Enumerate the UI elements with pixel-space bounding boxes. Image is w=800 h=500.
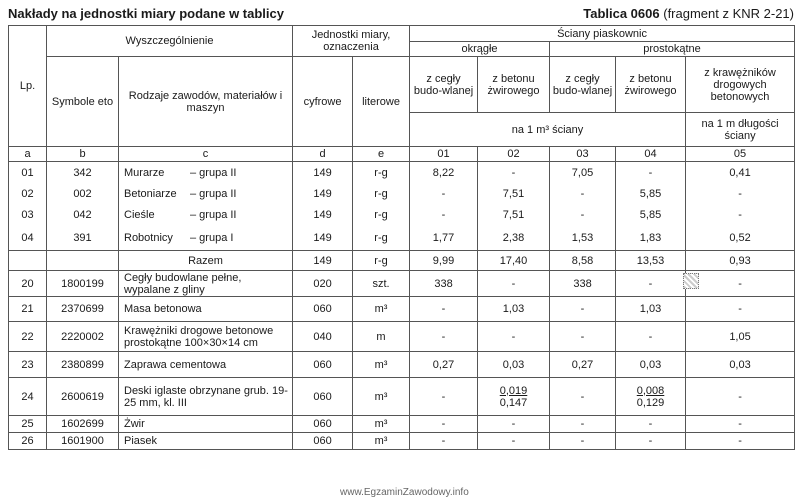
row-symbol: 2220002 bbox=[47, 322, 119, 352]
row-v2: 1,03 bbox=[478, 297, 550, 322]
row-cyf: 060 bbox=[293, 433, 353, 450]
row-v4 bbox=[616, 378, 686, 416]
trade-group: – grupa II bbox=[190, 188, 237, 200]
table-row bbox=[9, 271, 795, 297]
row-name bbox=[119, 184, 293, 205]
row-v4: - bbox=[616, 433, 686, 450]
row-lp: 26 bbox=[9, 433, 47, 450]
row-v3: - bbox=[550, 205, 616, 226]
row-symbol: 1601900 bbox=[47, 433, 119, 450]
row-v5: - bbox=[686, 297, 795, 322]
row-lp: 25 bbox=[9, 416, 47, 433]
row-lit: m³ bbox=[353, 352, 410, 378]
trade-name: Murarze bbox=[124, 166, 165, 179]
row-lp: 22 bbox=[9, 322, 47, 352]
table-row bbox=[9, 226, 795, 251]
razem-cyfrowe: 149 bbox=[293, 251, 353, 271]
row-lp: 01 bbox=[9, 162, 47, 184]
row-cyf: 020 bbox=[293, 271, 353, 297]
row-lit: szt. bbox=[353, 271, 410, 297]
row-lit: m³ bbox=[353, 433, 410, 450]
row-symbol: 1800199 bbox=[47, 271, 119, 297]
razem-value: 13,53 bbox=[616, 251, 686, 271]
row-symbol: 2380899 bbox=[47, 352, 119, 378]
value-top: 0,008 bbox=[636, 384, 665, 397]
row-v4: 1,03 bbox=[616, 297, 686, 322]
row-v2: - bbox=[478, 322, 550, 352]
trade-group: – grupa II bbox=[190, 209, 237, 221]
row-lp: 03 bbox=[9, 205, 47, 226]
row-name: Zaprawa cementowa bbox=[119, 352, 293, 378]
row-cyf: 060 bbox=[293, 297, 353, 322]
page-title: Nakłady na jednostki miary podane w tablicy bbox=[8, 6, 284, 21]
razem-row bbox=[9, 251, 795, 271]
row-lit: r-g bbox=[353, 205, 410, 226]
row-cyf: 149 bbox=[293, 205, 353, 226]
row-v3: 7,05 bbox=[550, 162, 616, 184]
row-lp: 24 bbox=[9, 378, 47, 416]
row-cyf: 060 bbox=[293, 352, 353, 378]
trade-name: Betoniarze bbox=[124, 188, 177, 200]
row-v4: 1,83 bbox=[616, 226, 686, 251]
table-row bbox=[9, 352, 795, 378]
row-symbol: 391 bbox=[47, 226, 119, 251]
value-top: 0,019 bbox=[499, 384, 528, 397]
header-jednostki: Jednostki miary, oznaczenia bbox=[293, 26, 410, 57]
header-lp: Lp. bbox=[9, 26, 47, 147]
row-v4: 5,85 bbox=[616, 205, 686, 226]
row-name: Piasek bbox=[119, 433, 293, 450]
row-v2 bbox=[478, 378, 550, 416]
row-symbol: 342 bbox=[47, 162, 119, 184]
row-v1: 338 bbox=[410, 271, 478, 297]
trade-group: – grupa I bbox=[190, 231, 234, 244]
row-lit: m³ bbox=[353, 416, 410, 433]
row-v5: - bbox=[686, 378, 795, 416]
table-row bbox=[9, 205, 795, 226]
header-col-04: z betonu żwirowego bbox=[616, 57, 686, 113]
row-lit: r-g bbox=[353, 162, 410, 184]
index-cell: d bbox=[293, 147, 353, 162]
index-cell: b bbox=[47, 147, 119, 162]
row-name: Żwir bbox=[119, 416, 293, 433]
row-v5: 1,05 bbox=[686, 322, 795, 352]
razem-value: 8,58 bbox=[550, 251, 616, 271]
razem-literowe: r-g bbox=[353, 251, 410, 271]
row-lit: m³ bbox=[353, 297, 410, 322]
row-symbol: 2600619 bbox=[47, 378, 119, 416]
row-name bbox=[119, 226, 293, 251]
header-literowe: literowe bbox=[353, 57, 410, 147]
row-lp: 23 bbox=[9, 352, 47, 378]
row-cyf: 060 bbox=[293, 378, 353, 416]
row-cyf: 149 bbox=[293, 162, 353, 184]
index-row bbox=[9, 147, 795, 162]
row-v1: - bbox=[410, 205, 478, 226]
tablica-label: Tablica 0606 bbox=[583, 6, 660, 21]
row-lp: 04 bbox=[9, 226, 47, 251]
table-row bbox=[9, 322, 795, 352]
header-wyszczegolnienie: Wyszczególnienie bbox=[47, 26, 293, 57]
row-v2: 7,51 bbox=[478, 184, 550, 205]
header-col-05: z krawężników drogowych betonowych bbox=[686, 57, 795, 113]
header-col-01: z cegły budo-wlanej bbox=[410, 57, 478, 113]
header-okragle: okrągłe bbox=[410, 42, 550, 57]
table-row bbox=[9, 416, 795, 433]
index-cell: 05 bbox=[686, 147, 795, 162]
row-cyf: 040 bbox=[293, 322, 353, 352]
row-v1: - bbox=[410, 322, 478, 352]
table-row bbox=[9, 297, 795, 322]
index-cell: c bbox=[119, 147, 293, 162]
row-symbol: 002 bbox=[47, 184, 119, 205]
row-lp: 20 bbox=[9, 271, 47, 297]
row-v1: 1,77 bbox=[410, 226, 478, 251]
row-name bbox=[119, 162, 293, 184]
razem-value: 9,99 bbox=[410, 251, 478, 271]
row-name: Deski iglaste obrzynane grub. 19-25 mm, kl. III bbox=[119, 378, 293, 416]
row-lp: 21 bbox=[9, 297, 47, 322]
razem-label: Razem bbox=[119, 251, 293, 271]
row-v2: - bbox=[478, 271, 550, 297]
row-v2: - bbox=[478, 433, 550, 450]
header-col-02: z betonu żwirowego bbox=[478, 57, 550, 113]
watermark: www.EgzaminZawodowy.info bbox=[340, 487, 469, 498]
index-cell: 02 bbox=[478, 147, 550, 162]
row-v5: - bbox=[686, 416, 795, 433]
row-cyf: 060 bbox=[293, 416, 353, 433]
header-rodzaje: Rodzaje zawodów, materiałów i maszyn bbox=[119, 57, 293, 147]
index-cell: e bbox=[353, 147, 410, 162]
table-row bbox=[9, 184, 795, 205]
row-v1: - bbox=[410, 433, 478, 450]
table-row bbox=[9, 162, 795, 184]
value-bottom: 0,147 bbox=[499, 396, 528, 409]
row-name: Cegły budowlane pełne, wypalane z gliny bbox=[119, 271, 293, 297]
header-col-03: z cegły budo-wlanej bbox=[550, 57, 616, 113]
index-cell: a bbox=[9, 147, 47, 162]
row-name: Krawężniki drogowe betonowe prostokątne 100×30×14 cm bbox=[119, 322, 293, 352]
row-v5: - bbox=[686, 433, 795, 450]
row-name: Masa betonowa bbox=[119, 297, 293, 322]
index-cell: 03 bbox=[550, 147, 616, 162]
row-lit: m³ bbox=[353, 378, 410, 416]
header-na-1m3: na 1 m³ ściany bbox=[410, 113, 686, 147]
row-v4: - bbox=[616, 322, 686, 352]
tablica-note: (fragment z KNR 2-21) bbox=[663, 6, 794, 21]
row-symbol: 2370699 bbox=[47, 297, 119, 322]
row-v5: - bbox=[686, 271, 795, 297]
row-v1: 8,22 bbox=[410, 162, 478, 184]
row-v3: - bbox=[550, 416, 616, 433]
row-v4: - bbox=[616, 162, 686, 184]
row-v4: - bbox=[616, 271, 686, 297]
row-cyf: 149 bbox=[293, 226, 353, 251]
table-row bbox=[9, 378, 795, 416]
index-cell: 01 bbox=[410, 147, 478, 162]
row-v2: 2,38 bbox=[478, 226, 550, 251]
row-lit: r-g bbox=[353, 226, 410, 251]
row-v2: 0,03 bbox=[478, 352, 550, 378]
row-v3: - bbox=[550, 378, 616, 416]
header-cyfrowe: cyfrowe bbox=[293, 57, 353, 147]
value-bottom: 0,129 bbox=[636, 396, 665, 409]
row-v2: 7,51 bbox=[478, 205, 550, 226]
row-v2: - bbox=[478, 162, 550, 184]
knr-table bbox=[8, 25, 795, 450]
row-v1: - bbox=[410, 297, 478, 322]
trade-name: Robotnicy bbox=[124, 231, 173, 244]
row-v3: 338 bbox=[550, 271, 616, 297]
header-na-1m: na 1 m długości ściany bbox=[686, 113, 795, 147]
row-v1: - bbox=[410, 378, 478, 416]
row-v3: 0,27 bbox=[550, 352, 616, 378]
row-v1: - bbox=[410, 416, 478, 433]
row-cyf: 149 bbox=[293, 184, 353, 205]
row-symbol: 1602699 bbox=[47, 416, 119, 433]
trade-name: Cieśle bbox=[124, 209, 155, 221]
header-prostokatne: prostokątne bbox=[550, 42, 795, 57]
header-symbole: Symbole eto bbox=[47, 57, 119, 147]
table-reference bbox=[583, 6, 794, 21]
row-v3: - bbox=[550, 433, 616, 450]
header-sciany: Ściany piaskownic bbox=[410, 26, 795, 42]
row-v4: - bbox=[616, 416, 686, 433]
row-v3: - bbox=[550, 297, 616, 322]
trade-group: – grupa II bbox=[190, 166, 237, 179]
row-v1: 0,27 bbox=[410, 352, 478, 378]
row-v5: 0,03 bbox=[686, 352, 795, 378]
row-v1: - bbox=[410, 184, 478, 205]
row-name bbox=[119, 205, 293, 226]
row-v2: - bbox=[478, 416, 550, 433]
row-symbol: 042 bbox=[47, 205, 119, 226]
row-v4: 0,03 bbox=[616, 352, 686, 378]
razem-value: 17,40 bbox=[478, 251, 550, 271]
row-v3: 1,53 bbox=[550, 226, 616, 251]
razem-value: 0,93 bbox=[686, 251, 795, 271]
row-v5: - bbox=[686, 184, 795, 205]
table-row bbox=[9, 433, 795, 450]
stamp-icon bbox=[683, 273, 699, 289]
row-lit: r-g bbox=[353, 184, 410, 205]
row-v4: 5,85 bbox=[616, 184, 686, 205]
row-v5: 0,52 bbox=[686, 226, 795, 251]
row-v3: - bbox=[550, 184, 616, 205]
row-lit: m bbox=[353, 322, 410, 352]
row-v3: - bbox=[550, 322, 616, 352]
row-lp: 02 bbox=[9, 184, 47, 205]
row-v5: - bbox=[686, 205, 795, 226]
index-cell: 04 bbox=[616, 147, 686, 162]
row-v5: 0,41 bbox=[686, 162, 795, 184]
